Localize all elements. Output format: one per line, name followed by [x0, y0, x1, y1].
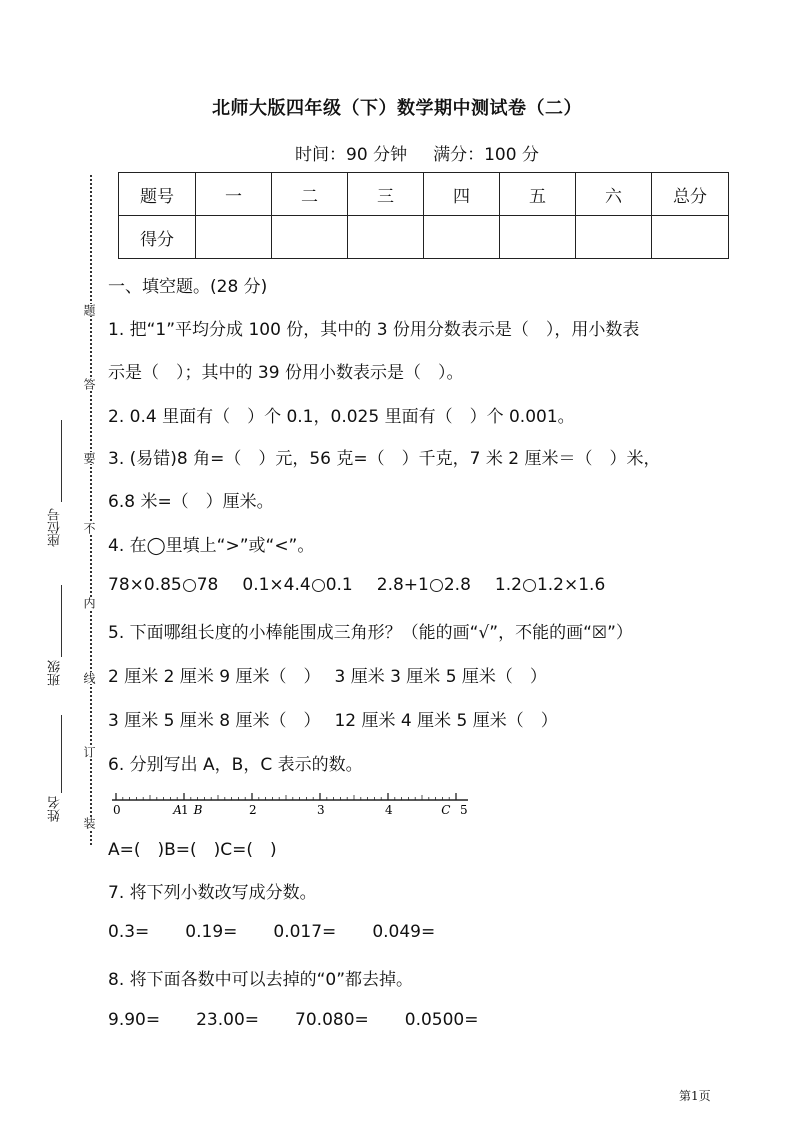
binding-char: 线 — [82, 672, 96, 684]
score-cell[interactable] — [500, 216, 576, 259]
compare-right: 78 — [196, 575, 219, 595]
binding-dotted-line — [90, 175, 92, 845]
score-cell[interactable] — [196, 216, 272, 259]
remove-zero-item: 23.00= — [196, 1010, 260, 1030]
question-8-prompt: 8. 将下面各数中可以去掉的“0”都去掉。 — [108, 970, 414, 990]
exam-meta — [0, 140, 794, 165]
question-5-row-2 — [108, 706, 558, 731]
remove-zero-item: 70.080= — [295, 1010, 369, 1030]
score-table-header: 一 — [196, 173, 272, 216]
class-field[interactable] — [61, 585, 62, 657]
number-line-tick-label: 5 — [460, 803, 468, 817]
compare-left: 1.2 — [494, 575, 522, 595]
score-table-header: 总分 — [652, 173, 729, 216]
decimal-to-fraction-item: 0.017= — [273, 922, 337, 942]
seat-number-field[interactable] — [61, 420, 62, 502]
question-6-prompt: 6. 分别写出 A，B，C 表示的数。 — [108, 755, 363, 775]
score-table-score-row — [119, 216, 729, 259]
compare-circle[interactable] — [183, 579, 196, 592]
name-label: 姓名 — [48, 796, 63, 822]
question-8-items — [108, 1010, 479, 1030]
question-1-line-1: 1. 把“1”平均分成 100 份，其中的 3 份用分数表示是（ ），用小数表 — [108, 320, 640, 340]
number-line-tick-label: 1 — [181, 803, 189, 817]
score-row-label: 得分 — [119, 216, 196, 259]
number-line — [104, 790, 474, 822]
score-table-header: 五 — [500, 173, 576, 216]
name-field[interactable] — [61, 715, 62, 793]
decimal-to-fraction-item: 0.3= — [108, 922, 150, 942]
question-3-line-1: 3. (易错)8 角=（ ）元，56 克=（ ）千克，7 米 2 厘米＝（ ）米， — [108, 449, 661, 469]
decimal-to-fraction-item: 0.19= — [185, 922, 238, 942]
score-table-header: 三 — [348, 173, 424, 216]
number-line-point-a: A — [173, 803, 182, 817]
compare-left: 0.1×4.4 — [242, 575, 311, 595]
score-cell[interactable] — [576, 216, 652, 259]
score-table-header: 六 — [576, 173, 652, 216]
binding-char: 装 — [82, 817, 96, 829]
compare-left: 2.8+1 — [376, 575, 429, 595]
question-6-answer: A=( )B=( )C=( ) — [108, 840, 277, 860]
question-5-row-1 — [108, 662, 547, 687]
number-line-tick-label: 3 — [317, 803, 325, 817]
question-1-line-2: 示是（ ）；其中的 39 份用小数表示是（ ）。 — [108, 363, 464, 383]
binding-char: 答 — [82, 378, 96, 390]
question-2: 2. 0.4 里面有（ ）个 0.1，0.025 里面有（ ）个 0.001。 — [108, 407, 575, 427]
question-5-prompt: 5. 下面哪组长度的小棒能围成三角形？（能的画“√”，不能的画“☒”） — [108, 623, 633, 643]
score-table — [118, 172, 729, 259]
compare-right: 0.1 — [325, 575, 353, 595]
triangle-option: 12 厘米 4 厘米 5 厘米（ ） — [334, 711, 558, 731]
decimal-to-fraction-item: 0.049= — [372, 922, 436, 942]
compare-circle[interactable] — [312, 579, 325, 592]
triangle-option: 2 厘米 2 厘米 9 厘米（ ） — [108, 667, 321, 687]
question-7-items — [108, 922, 435, 942]
binding-char: 题 — [82, 304, 96, 316]
seat-number-label: 座位号 — [48, 508, 63, 547]
score-cell[interactable] — [652, 216, 729, 259]
compare-circle[interactable] — [523, 579, 536, 592]
compare-circle[interactable] — [430, 579, 443, 592]
compare-right: 1.2×1.6 — [536, 575, 606, 595]
score-table-header-row — [119, 173, 729, 216]
score-cell[interactable] — [424, 216, 500, 259]
compare-left: 78×0.85 — [108, 575, 182, 595]
number-line-point-c: C — [441, 803, 451, 817]
compare-right: 2.8 — [443, 575, 471, 595]
number-line-tick-label: 0 — [113, 803, 121, 817]
class-label: 班级 — [48, 660, 63, 686]
time-limit: 时间：90 分钟 — [295, 145, 408, 165]
binding-char: 要 — [82, 452, 96, 464]
page-number: 第1页 — [679, 1089, 711, 1103]
section-heading: 一、填空题。(28 分) — [108, 277, 268, 297]
full-score: 满分：100 分 — [433, 145, 539, 165]
number-line-point-b: B — [193, 803, 203, 817]
score-table-header: 题号 — [119, 173, 196, 216]
score-table-header: 四 — [424, 173, 500, 216]
remove-zero-item: 9.90= — [108, 1010, 161, 1030]
triangle-option: 3 厘米 5 厘米 8 厘米（ ） — [108, 711, 321, 731]
score-table-header: 二 — [272, 173, 348, 216]
number-line-tick-label: 2 — [249, 803, 257, 817]
question-7-prompt: 7. 将下列小数改写成分数。 — [108, 883, 317, 903]
binding-char: 不 — [82, 522, 96, 534]
exam-title: 北师大版四年级（下）数学期中测试卷（二） — [212, 98, 582, 119]
binding-char: 订 — [82, 746, 96, 758]
score-cell[interactable] — [348, 216, 424, 259]
number-line-tick-label: 4 — [385, 803, 393, 817]
question-4-prompt: 4. 在◯里填上“>”或“<”。 — [108, 536, 315, 556]
binding-char: 内 — [82, 597, 96, 609]
question-4-items — [108, 575, 605, 595]
question-3-line-2: 6.8 米=（ ）厘米。 — [108, 492, 274, 512]
remove-zero-item: 0.0500= — [404, 1010, 479, 1030]
triangle-option: 3 厘米 3 厘米 5 厘米（ ） — [334, 667, 547, 687]
score-cell[interactable] — [272, 216, 348, 259]
